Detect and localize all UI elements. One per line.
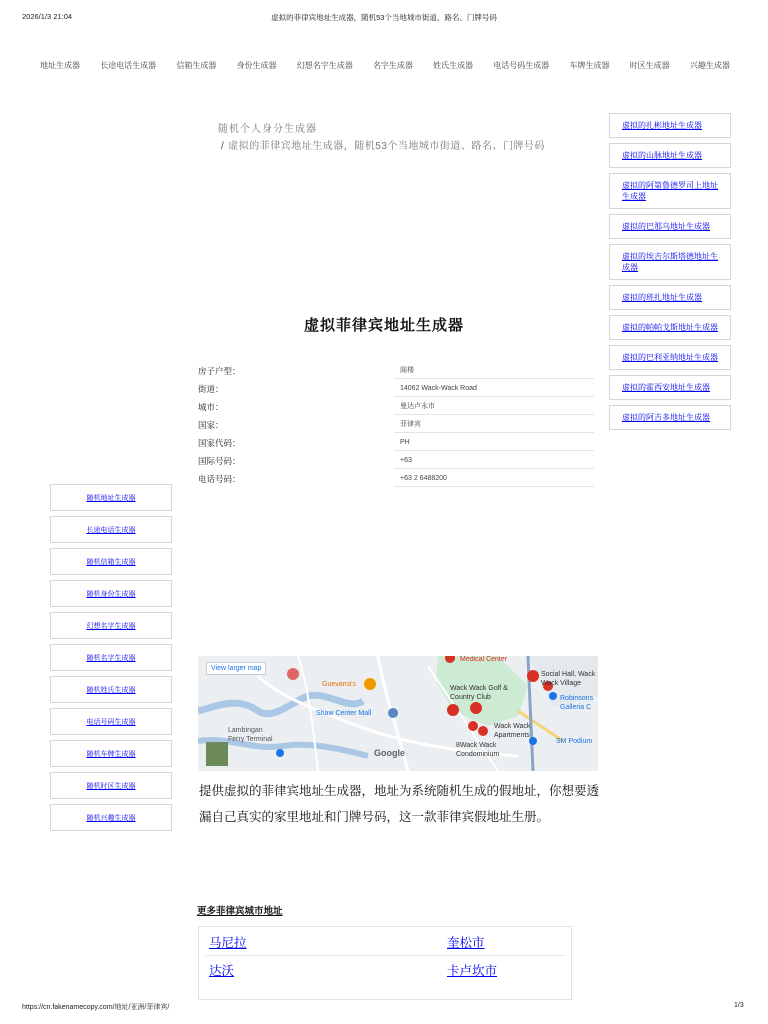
info-label: 房子户型： [198, 366, 241, 376]
left-sidebar [50, 484, 172, 836]
info-row [198, 380, 598, 398]
info-row [198, 452, 598, 470]
right-sidebar-link[interactable]: 虚拟的巴利亚纳地址生成器 [609, 345, 731, 370]
info-label: 国家： [198, 420, 224, 430]
top-nav-item[interactable]: 电话号码生成器 [493, 61, 550, 70]
map-label: 8Wack Wack Condominium [456, 742, 500, 758]
breadcrumb-separator: / [221, 141, 225, 152]
left-sidebar-link[interactable]: 长途电话生成器 [50, 516, 172, 543]
map-label: Wack Wack Apartments [494, 723, 531, 739]
city-link[interactable]: 奎松市 [447, 936, 485, 950]
info-row [198, 470, 598, 488]
print-date: 2026/1/3 21:04 [22, 12, 73, 21]
top-nav-item[interactable]: 幻想名字生成器 [296, 61, 353, 70]
right-sidebar-link[interactable]: 虚拟的帕帕戈斯地址生成器 [609, 315, 731, 340]
info-label: 城市： [198, 402, 224, 412]
right-sidebar-link[interactable]: 虚拟的山脉地址生成器 [609, 143, 731, 168]
info-value[interactable]: PH [394, 434, 594, 451]
right-sidebar-link[interactable]: 虚拟的阿吉多地址生成器 [609, 405, 731, 430]
embedded-map[interactable] [198, 656, 598, 771]
city-link[interactable]: 马尼拉 [209, 936, 247, 950]
top-nav-item[interactable]: 长途电话生成器 [100, 61, 157, 70]
left-sidebar-link[interactable]: 随机姓氏生成器 [50, 676, 172, 703]
view-larger-map-button[interactable]: View larger map [206, 662, 266, 675]
left-sidebar-link[interactable]: 随机时区生成器 [50, 772, 172, 799]
right-sidebar [609, 113, 731, 435]
map-label: Guevarra's [322, 681, 357, 688]
map-label: Shaw Center Mall [316, 710, 372, 717]
left-sidebar-link[interactable]: 电话号码生成器 [50, 708, 172, 735]
top-nav-item[interactable]: 姓氏生成器 [433, 61, 474, 70]
top-nav-item[interactable]: 名字生成器 [372, 61, 413, 70]
right-sidebar-link[interactable]: 虚拟的扎彬地址生成器 [609, 113, 731, 138]
info-value[interactable]: 14062 Wack-Wack Road [394, 380, 594, 397]
info-label: 街道： [198, 384, 224, 394]
info-row [198, 434, 598, 452]
city-links-box [198, 926, 572, 1000]
city-link[interactable]: 达沃 [209, 964, 235, 978]
info-label: 电话号码： [198, 474, 241, 484]
info-value[interactable]: +63 [394, 452, 594, 469]
google-logo: Google [374, 748, 405, 758]
top-nav [40, 60, 730, 71]
map-label: Social Hall, Wack Wack Village [541, 671, 596, 687]
breadcrumb-current [221, 137, 545, 152]
info-label: 国家代码： [198, 438, 241, 448]
map-label: Lambingan Ferry Terminal [228, 727, 273, 743]
divider [205, 955, 565, 956]
left-sidebar-link[interactable]: 幻想名字生成器 [50, 612, 172, 639]
description-text: 提供虚拟的菲律宾地址生成器，地址为系统随机生成的假地址，你想要透漏自己真实的家里地址和门牌号码，这一款菲律宾假地址生册。 [199, 784, 600, 824]
left-sidebar-link[interactable]: 随机兴趣生成器 [50, 804, 172, 831]
address-info-table [198, 362, 598, 488]
info-value[interactable]: +63 2 6488200 [394, 470, 594, 487]
left-sidebar-link[interactable]: 随机名字生成器 [50, 644, 172, 671]
map-label: Medical Center [460, 656, 508, 663]
info-row [198, 416, 598, 434]
city-link[interactable]: 卡卢坎市 [447, 964, 498, 978]
info-value[interactable]: 菲律宾 [394, 416, 594, 433]
more-cities-title: 更多菲律宾城市地址 [197, 906, 283, 917]
left-sidebar-link[interactable]: 随机地址生成器 [50, 484, 172, 511]
left-sidebar-link[interactable]: 随机车牌生成器 [50, 740, 172, 767]
info-value[interactable]: 阁楼 [394, 362, 594, 379]
right-sidebar-link[interactable]: 虚拟的埃吉尔斯塔德地址生成器 [609, 244, 731, 280]
top-nav-item[interactable]: 信箱生成器 [176, 61, 217, 70]
breadcrumb-parent[interactable]: 随机个人身分生成器 [218, 124, 317, 135]
print-page-number: 1/3 [734, 1002, 744, 1009]
top-nav-item[interactable]: 兴趣生成器 [689, 61, 730, 70]
left-sidebar-link[interactable]: 随机信箱生成器 [50, 548, 172, 575]
print-url: https://cn.fakenamecopy.com/地址/亚洲/菲律宾/ [22, 1004, 170, 1011]
top-nav-item[interactable]: 地址生成器 [40, 61, 80, 70]
right-sidebar-link[interactable]: 虚拟的阿第鲁德罗司上地址生成器 [609, 173, 731, 209]
info-value[interactable]: 曼达卢永市 [394, 398, 594, 415]
info-row [198, 362, 598, 380]
right-sidebar-link[interactable]: 虚拟的霍西安地址生成器 [609, 375, 731, 400]
right-sidebar-link[interactable]: 虚拟的班扎地址生成器 [609, 285, 731, 310]
page-title: 虚拟菲律宾地址生成器 [303, 317, 464, 334]
info-label: 国际号码： [198, 456, 241, 466]
map-label: SM Podium [556, 738, 593, 745]
top-nav-item[interactable]: 身份生成器 [236, 61, 277, 70]
map-label: Robinsons Galleria C [560, 695, 594, 711]
map-label: Wack Wack Golf & Country Club [450, 685, 508, 701]
breadcrumb-current-text: 虚拟的菲律宾地址生成器，随机53个当地城市街道、路名、门牌号码 [228, 141, 545, 152]
top-nav-item[interactable]: 时区生成器 [629, 61, 670, 70]
left-sidebar-link[interactable]: 随机身份生成器 [50, 580, 172, 607]
top-nav-item[interactable]: 车牌生成器 [569, 61, 610, 70]
info-row [198, 398, 598, 416]
print-title: 虚拟的菲律宾地址生成器，随机53个当地城市街道、路名、门牌号码 [271, 13, 497, 22]
right-sidebar-link[interactable]: 虚拟的巴那乌地址生成器 [609, 214, 731, 239]
